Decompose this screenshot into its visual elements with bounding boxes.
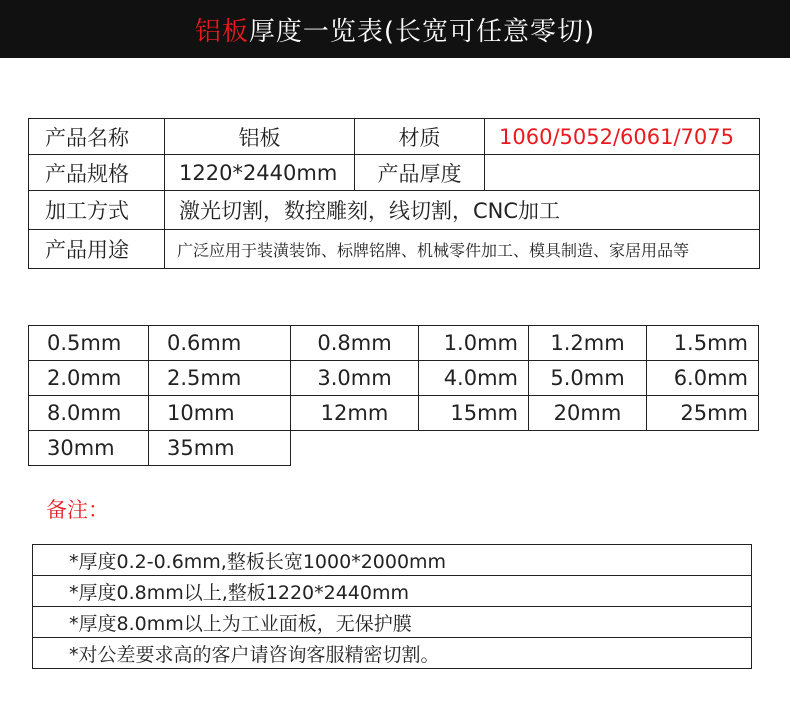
thickness-cell: 0.5mm	[29, 326, 149, 361]
notes-label: 备注：	[46, 498, 109, 522]
usage-value: 广泛应用于装潢装饰、标牌铭牌、机械零件加工、模具制造、家居用品等	[165, 230, 760, 269]
empty-cell	[291, 431, 759, 466]
thickness-cell: 35mm	[149, 431, 291, 466]
thickness-cell: 12mm	[291, 396, 419, 431]
spec-row-name	[29, 119, 760, 155]
thickness-cell: 2.5mm	[149, 361, 291, 396]
title-bar	[0, 0, 790, 58]
material-value: 1060/5052/6061/7075	[485, 119, 760, 155]
thickness-cell: 10mm	[149, 396, 291, 431]
thickness-cell: 25mm	[647, 396, 759, 431]
thickness-label: 产品厚度	[355, 155, 485, 191]
thickness-cell: 6.0mm	[647, 361, 759, 396]
thickness-table	[28, 325, 759, 466]
spec-label: 产品规格	[29, 155, 165, 191]
thickness-cell: 0.8mm	[291, 326, 419, 361]
notes-table	[32, 544, 752, 669]
note-item: *厚度0.2-0.6mm,整板长宽1000*2000mm	[33, 545, 752, 576]
thickness-cell: 8.0mm	[29, 396, 149, 431]
page-title: 厚度一览表(长宽可任意零切)	[248, 16, 596, 47]
thickness-cell: 1.2mm	[529, 326, 647, 361]
thickness-cell: 3.0mm	[291, 361, 419, 396]
spec-table	[28, 118, 760, 269]
thickness-cell: 20mm	[529, 396, 647, 431]
thickness-row	[29, 396, 759, 431]
thickness-cell: 2.0mm	[29, 361, 149, 396]
usage-label: 产品用途	[29, 230, 165, 269]
note-row	[33, 638, 752, 669]
thickness-row	[29, 361, 759, 396]
thickness-cell: 1.0mm	[419, 326, 529, 361]
thickness-row	[29, 326, 759, 361]
spec-row-processing	[29, 191, 760, 230]
thickness-cell: 30mm	[29, 431, 149, 466]
thickness-cell: 4.0mm	[419, 361, 529, 396]
product-name-value: 铝板	[165, 119, 355, 155]
spec-row-size	[29, 155, 760, 191]
material-label: 材质	[355, 119, 485, 155]
thickness-cell: 1.5mm	[647, 326, 759, 361]
thickness-cell: 0.6mm	[149, 326, 291, 361]
spec-row-usage	[29, 230, 760, 269]
note-row	[33, 576, 752, 607]
note-row	[33, 545, 752, 576]
note-item: *厚度0.8mm以上,整板1220*2440mm	[33, 576, 752, 607]
thickness-cell: 15mm	[419, 396, 529, 431]
note-item: *厚度8.0mm以上为工业面板，无保护膜	[33, 607, 752, 638]
note-row	[33, 607, 752, 638]
processing-label: 加工方式	[29, 191, 165, 230]
processing-value: 激光切割，数控雕刻，线切割，CNC加工	[165, 191, 760, 230]
product-name-label: 产品名称	[29, 119, 165, 155]
title-highlight: 铝板	[194, 16, 249, 47]
thickness-value	[485, 155, 760, 191]
spec-value: 1220*2440mm	[165, 155, 355, 191]
note-item: *对公差要求高的客户请咨询客服精密切割。	[33, 638, 752, 669]
thickness-cell: 5.0mm	[529, 361, 647, 396]
thickness-row	[29, 431, 759, 466]
